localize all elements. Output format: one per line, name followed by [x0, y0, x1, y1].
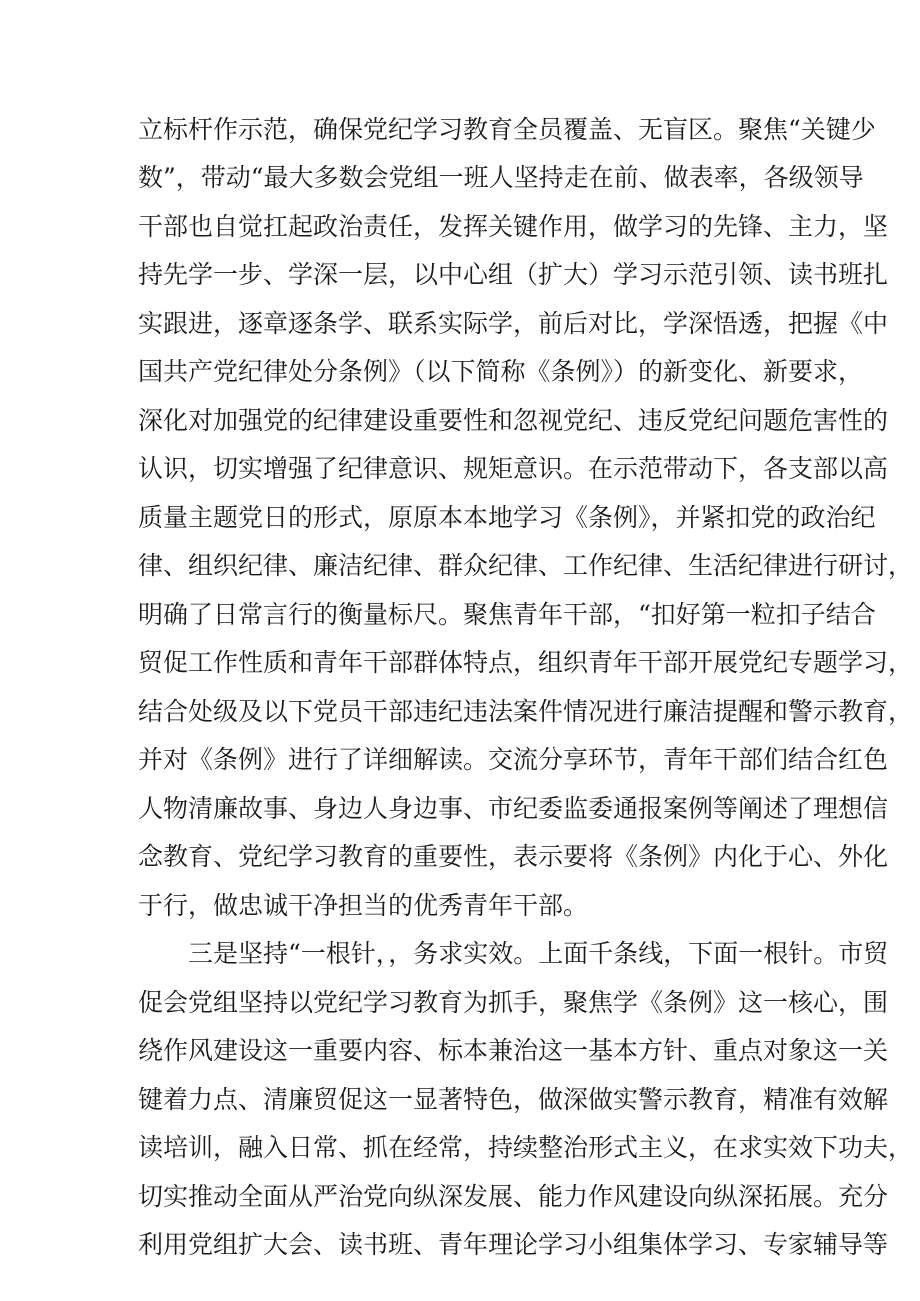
text-line: 明确了日常言行的衡量标尺。聚焦青年干部，“扣好第一粒扣子结合: [138, 600, 876, 629]
text-line: 深化对加强党的纪律建设重要性和忽视党纪、违反党纪问题危害性的: [138, 406, 889, 435]
text-line: 读培训，融入日常、抓在经常，持续整治形式主义，在求实效下功夫，: [138, 1133, 914, 1162]
text-line: 人物清廉故事、身边人身边事、市纪委监委通报案例等阐述了理想信: [138, 794, 889, 823]
text-line: 促会党组坚持以党纪学习教育为抓手，聚焦学《条例》这一核心，围: [138, 988, 889, 1017]
paragraph-first-line: 三是坚持“一根针，，务求实效。上面千条线，下面一根针。市贸: [188, 939, 889, 968]
text-line: 实跟进，逐章逐条学、联系实际学，前后对比，学深悟透，把握《中: [138, 309, 889, 338]
text-line: 认识，切实增强了纪律意识、规矩意识。在示范带动下，各支部以高: [138, 454, 889, 483]
text-line: 质量主题党日的形式，原原本本地学习《条例》，并紧扣党的政治纪: [138, 503, 876, 532]
text-line: 并对《条例》进行了详细解读。交流分享环节，青年干部们结合红色: [138, 745, 889, 774]
text-line: 切实推动全面从严治党向纵深发展、能力作风建设向纵深拓展。充分: [138, 1182, 889, 1211]
text-line: 持先学一步、学深一层，以中心组（扩大）学习示范引领、读书班扎: [138, 260, 889, 289]
text-line: 贸促工作性质和青年干部群体特点，组织青年干部开展党纪专题学习，: [138, 648, 914, 677]
text-line: 绕作风建设这一重要内容、标本兼治这一基本方针、重点对象这一关: [138, 1036, 889, 1065]
text-line: 数”，带动“最大多数会党组一班人坚持走在前、做表率，各级领导: [138, 163, 864, 192]
text-line: 国共产党纪律处分条例》（以下简称《条例》）的新变化、新要求，: [138, 357, 864, 386]
text-line: 键着力点、清廉贸促这一显著特色，做深做实警示教育，精准有效解: [138, 1085, 889, 1114]
text-line: 干部也自觉扛起政治责任，发挥关键作用，做学习的先锋、主力，坚: [138, 212, 889, 241]
text-line: 律、组织纪律、廉洁纪律、群众纪律、工作纪律、生活纪律进行研讨，: [138, 551, 914, 580]
text-line: 念教育、党纪学习教育的重要性，表示要将《条例》内化于心、外化: [138, 842, 889, 871]
text-line: 立标杆作示范，确保党纪学习教育全员覆盖、无盲区。聚焦“关键少: [138, 115, 876, 144]
text-line: 利用党组扩大会、读书班、青年理论学习小组集体学习、专家辅导等: [138, 1230, 889, 1259]
text-line: 结合处级及以下党员干部违纪违法案件情况进行廉洁提醒和警示教育，: [138, 697, 914, 726]
text-line: 于行，做忠诚干净担当的优秀青年干部。: [138, 891, 589, 920]
